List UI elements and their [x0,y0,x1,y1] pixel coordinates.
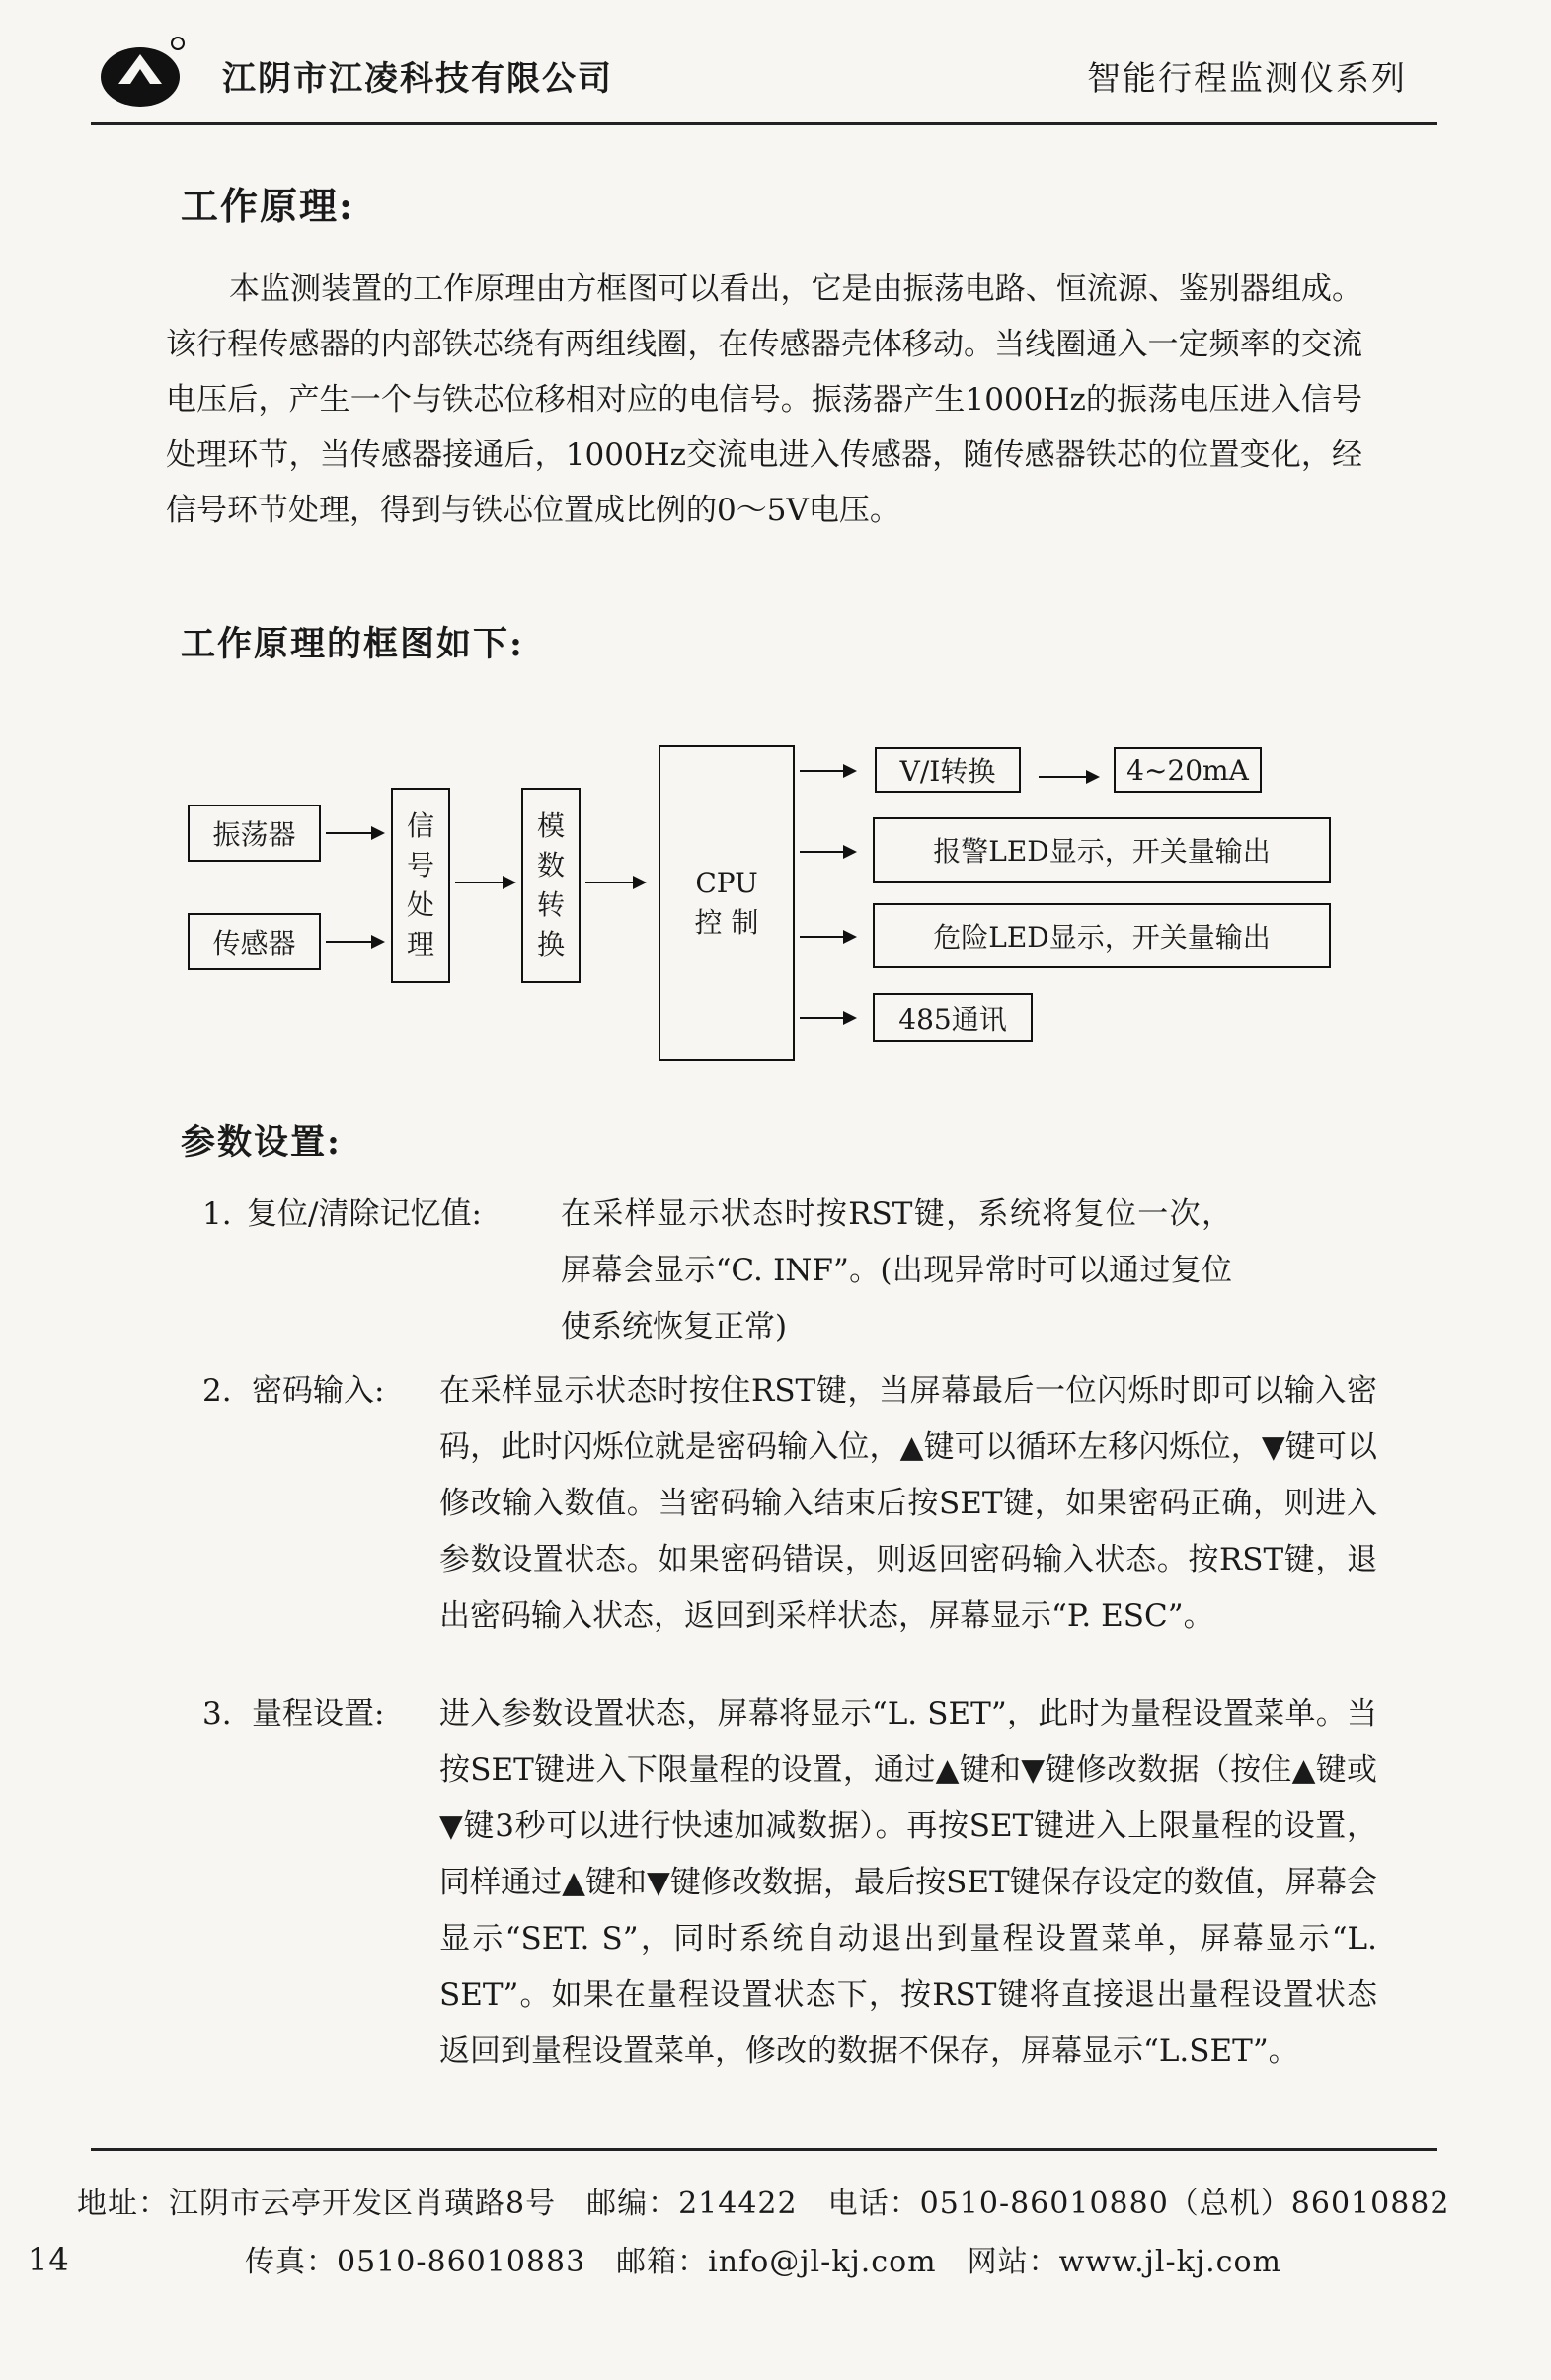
oscillator-box: 振荡器 [188,805,321,862]
arrow-sensor-signal [326,941,383,943]
company-name: 江阴市江凌科技有限公司 [222,59,613,99]
signal-char-3: 处 [406,888,434,921]
param-item-label: 复位/清除记忆值: [247,1196,482,1232]
principle-title: 工作原理: [181,184,355,228]
param-item-number: 3. [202,1696,232,1731]
param-item-text: 在采样显示状态时按RST键，系统将复位一次，屏幕会显示“C. INF”。(出现异常时可以通过复位使系统恢复正常) [561,1196,1232,1344]
adc-char-3: 转 [536,888,565,921]
arrow-adc-cpu [585,882,645,883]
param-item-number: 2. [202,1373,232,1409]
control-label: 控 制 [694,906,759,939]
header-rule [91,122,1437,125]
footer-contact: 地址：江阴市云亭开发区肖璜路8号 邮编：214422 电话：0510-86010880（总机）86010882 [77,2187,1450,2221]
alarm-led-box: 报警LED显示，开关量输出 [873,817,1331,883]
current-output-box: 4~20mA [1114,747,1262,793]
arrow-signal-adc [455,882,514,883]
danger-led-box: 危险LED显示，开关量输出 [873,903,1331,968]
arrow-cpu-danger [800,936,855,938]
param-item-label: 量程设置: [252,1696,385,1731]
product-series: 智能行程监测仪系列 [1087,59,1407,99]
adc-char-2: 数 [536,849,565,882]
arrow-vi-ma [1039,776,1098,778]
signal-char-1: 信 [406,809,434,842]
company-logo [99,30,188,118]
cpu-label: CPU [695,867,758,899]
param-item-text: 在采样显示状态时按住RST键，当屏幕最后一位闪烁时即可以输入密码，此时闪烁位就是密码输入位，▲键可以循环左移闪烁位，▼键可以修改输入数值。当密码输入结束后按SET键，如果密码正确，则进入参数设置状态。如果密码错误，则返回密码输入状态。按RST键，退出密码输入状态，返回到采样状态，屏幕显示“P. ESC”。 [439,1373,1377,1634]
vi-converter-box: V/I转换 [875,747,1021,793]
params-title: 参数设置: [181,1122,342,1163]
footer-rule [91,2148,1437,2151]
adc-box [521,788,581,983]
footer-fax-web: 传真：0510-86010883 邮箱：info@jl-kj.com 网站：www.jl-kj.com [245,2245,1281,2279]
param-item-text: 进入参数设置状态，屏幕将显示“L. SET”，此时为量程设置菜单。当按SET键进入下限量程的设置，通过▲键和▼键修改数据（按住▲键或▼键3秒可以进行快速加减数据）。再按SET键进入上限量程的设置，同样通过▲键和▼键修改数据，最后按SET键保存设定的数值，屏幕会显示“SET. S”，同时系统自动退出到量程设置菜单，屏幕显示“L. SET”。如果在量程设置状态下，按RST键将直接退出量程设置状态返回到量程设置菜单，修改的数据不保存，屏幕显示“L.SET”。 [439,1696,1377,2069]
param-item-number: 1. [202,1196,232,1232]
adc-char-4: 换 [536,928,565,960]
arrow-oscillator-signal [326,832,383,834]
signal-char-4: 理 [406,928,434,960]
page-number: 14 [28,2241,70,2278]
signal-char-2: 号 [406,849,434,882]
principle-paragraph [166,262,1362,538]
arrow-cpu-alarm [800,851,855,853]
arrow-cpu-vi [800,770,855,772]
param-item-label: 密码输入: [252,1373,385,1409]
principle-text: 本监测装置的工作原理由方框图可以看出，它是由振荡电路、恒流源、鉴别器组成。该行程传感器的内部铁芯绕有两组线圈，在传感器壳体移动。当线圈通入一定频率的交流电压后，产生一个与铁芯位移相对应的电信号。振荡器产生1000Hz的振荡电压进入信号处理环节，当传感器接通后，1000Hz交流电进入传感器，随传感器铁芯的位置变化，经信号环节处理，得到与铁芯位置成比例的0～5V电压。 [166,271,1362,528]
cpu-box [659,745,795,1061]
rs485-box: 485通讯 [873,993,1033,1042]
adc-char-1: 模 [536,809,565,842]
arrow-cpu-comm [800,1017,855,1019]
diagram-title: 工作原理的框图如下: [181,624,524,664]
sensor-box: 传感器 [188,913,321,970]
signal-processing-box [391,788,450,983]
